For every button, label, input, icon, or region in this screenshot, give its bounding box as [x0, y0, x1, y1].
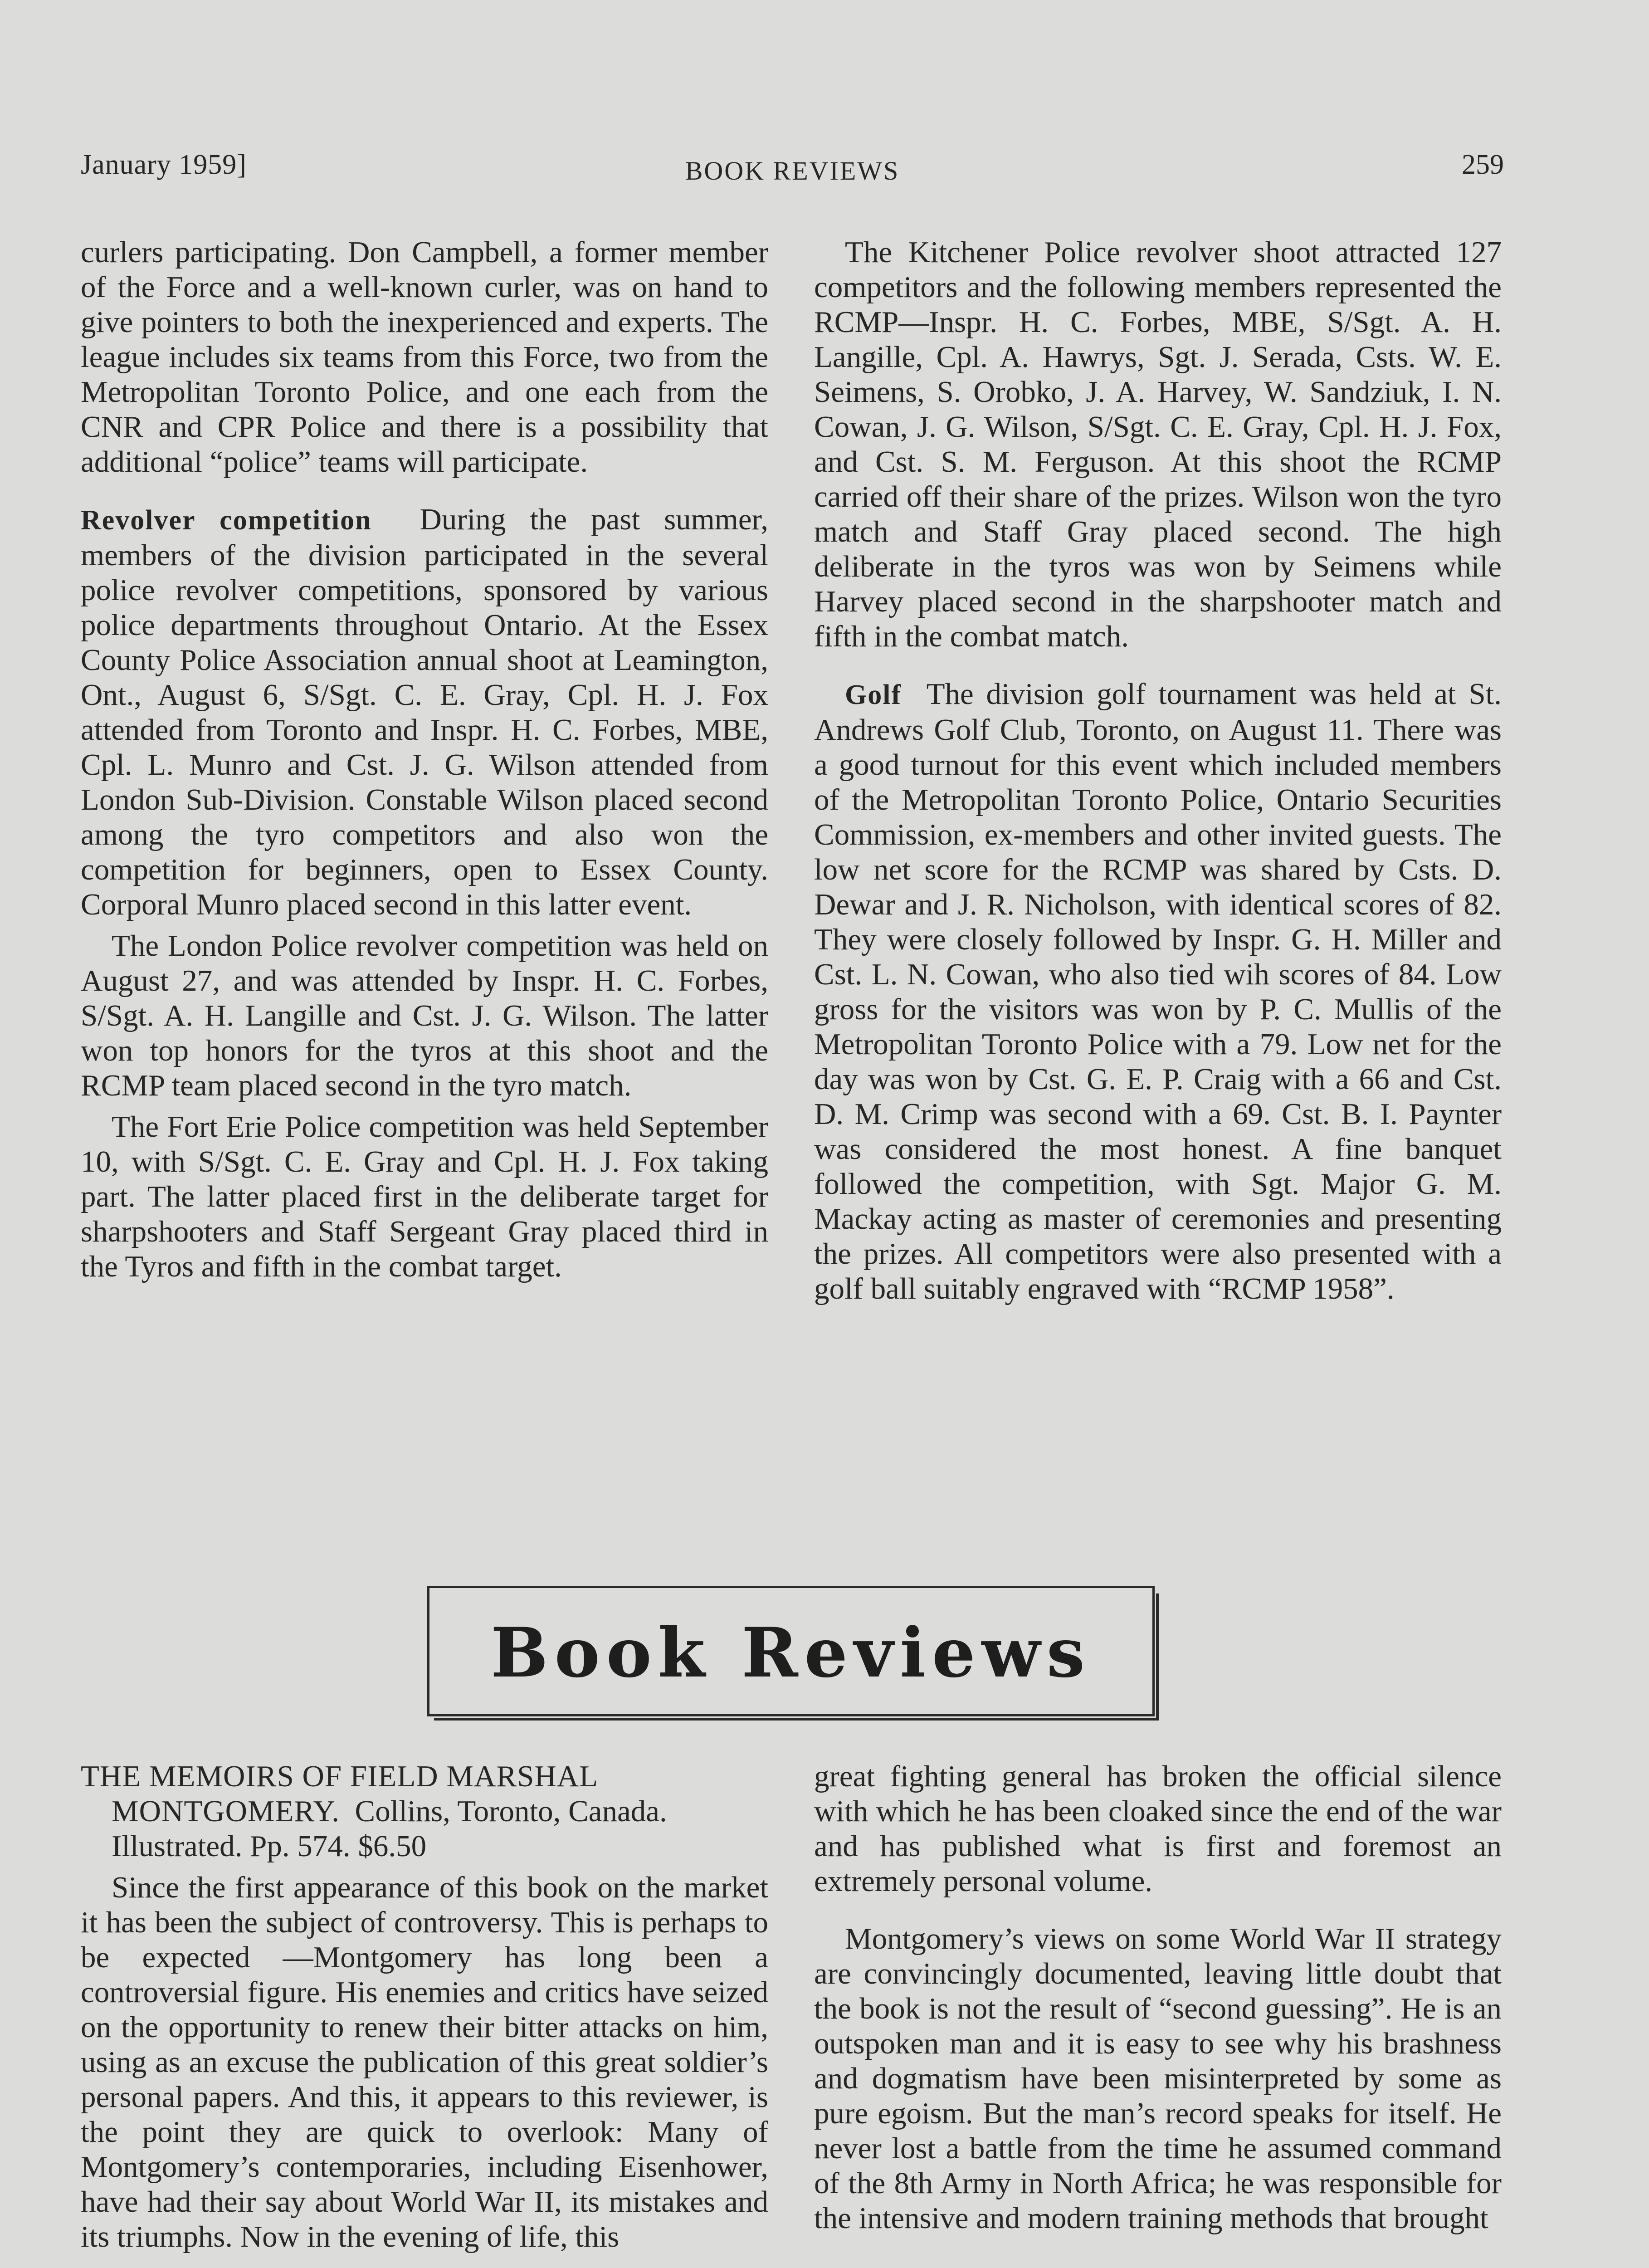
paragraph: great fighting general has broken the official silence with which he has been cloaked since the end of the war and has published what is first and foremost an extremely personal volume.: [814, 1760, 1502, 1898]
page-number: 259: [1462, 149, 1504, 180]
paragraph: The Kitchener Police revolver shoot attracted 127 competitors and the following members represented the RCMP—Inspr. H. C. Forbes, MBE, S/Sgt. A. H. Langille, Cpl. A. Hawrys, Sgt. J. Serada, Csts. W. E. Seimens, S. Orobko, J. A. Harvey, W. Sandziuk, I. N. Cowan, J. G. Wilson, S/Sgt. C. E. Gray, Cpl. H. J. Fox, and Cst. S. M. Ferguson. At this shoot the RCMP carried off their share of the prizes. Wilson won the tyro match and Staff Gray placed second. The high deliberate in the tyros was won by Seimens while Harvey placed second in the sharpshooter match and fifth in the combat match.: [814, 235, 1502, 653]
section-heading-box: [427, 1586, 1155, 1716]
column-bottom-right: [814, 1759, 1502, 2236]
paragraph: [814, 677, 1502, 1306]
run-in-heading: Revolver competition: [81, 505, 372, 536]
header-section: BOOK REVIEWS: [685, 156, 900, 186]
book-title: THE MEMOIRS OF FIELD MARSHAL MONTGOMERY.: [81, 1760, 597, 1828]
paragraph-text: During the past summer, members of the division participated in the several police revolver competitions, sponsored by various police departments throughout Ontario. At the Essex County Police Association annual shoot at Leamington, Ont., August 6, S/Sgt. C. E. Gray, Cpl. H. J. Fox attended from Toronto and Inspr. H. C. Forbes, MBE, Cpl. L. Munro and Cst. J. G. Wilson attended from London Sub-Division. Constable Wilson placed second among the tyro competitors and also won the competition for beginners, open to Essex County. Corporal Munro placed second in this latter event.: [81, 503, 768, 921]
paragraph-text: The division golf tournament was held at St. Andrews Golf Club, Toronto, on August 11. There was a good turnout for this event which included members of the Metropolitan Toronto Police, Ontario Securities Commission, ex-members and other invited guests. The low net score for the RCMP was shared by Csts. D. Dewar and J. R. Nicholson, with identical scores of 82. They were closely followed by Inspr. G. H. Miller and Cst. L. N. Cowan, who also tied wih scores of 84. Low gross for the visitors was won by P. C. Mullis of the Metropolitan Toronto Police with a 79. Low net for the day was won by Cst. G. E. P. Craig with a 66 and Cst. D. M. Crimp was second with a 69. Cst. B. I. Paynter was considered the most honest. A fine banquet followed the competition, with Sgt. Major G. M. Mackay acting as master of ceremonies and presenting the prizes. All competitors were also presented with a golf ball suitably engraved with “RCMP 1958”.: [814, 677, 1502, 1305]
book-details: Collins, Toronto, Canada. Illustrated. Pp. 574. $6.50: [112, 1794, 667, 1863]
paragraph: The London Police revolver competition was held on August 27, and was attended by Inspr. H. C. Forbes, S/Sgt. A. H. Langille and Cst. J. G. Wilson. The latter won top honors for the tyros at this shoot and the RCMP team placed second in the tyro match.: [81, 929, 768, 1102]
paragraph: The Fort Erie Police competition was held September 10, with S/Sgt. C. E. Gray and Cpl. H. J. Fox taking part. The latter placed first in the deliberate target for sharpshooters and Staff Sergeant Gray placed third in the Tyros and fifth in the combat target.: [81, 1110, 768, 1283]
paragraph: curlers participating. Don Campbell, a former member of the Force and a well-known curler, was on hand to give pointers to both the inexperienced and experts. The league includes six teams from this Force, two from the Metropolitan Toronto Police, and one each from the CNR and CPR Police and there is a possibility that additional “police” teams will participate.: [81, 235, 768, 479]
paragraph: [81, 502, 768, 922]
paragraph: Since the first appearance of this book on the market it has been the subject of controversy. This is perhaps to be expected —Montgomery has long been a controversial figure. His enemies and critics have seized on the opportunity to renew their bitter attacks on him, using as an excuse the publication of this great soldier’s personal papers. And this, it appears to this reviewer, is the point they are quick to overlook: Many of Montgomery’s contemporaries, including Eisenhower, have had their say about World War II, its mistakes and its triumphs. Now in the evening of life, this: [81, 1871, 768, 2253]
paragraph: Montgomery’s views on some World War II strategy are convincingly documented, leaving little doubt that the book is not the result of “second guessing”. He is an outspoken man and it is easy to see why his brashness and dogmatism have been misinterpreted by some as pure egoism. But the man’s record speaks for itself. He never lost a battle from the time he assumed command of the 8th Army in North Africa; he was responsible for the intensive and modern training methods that brought: [814, 1922, 1502, 2235]
column-top-right: [814, 235, 1502, 1306]
column-top-left: [81, 235, 768, 1284]
header-date: January 1959]: [81, 149, 247, 180]
run-in-heading: Golf: [845, 679, 902, 710]
section-title: Book Reviews: [490, 1613, 1092, 1693]
running-header: [81, 144, 1504, 185]
book-citation: [81, 1759, 768, 1864]
column-bottom-left: [81, 1759, 768, 2254]
